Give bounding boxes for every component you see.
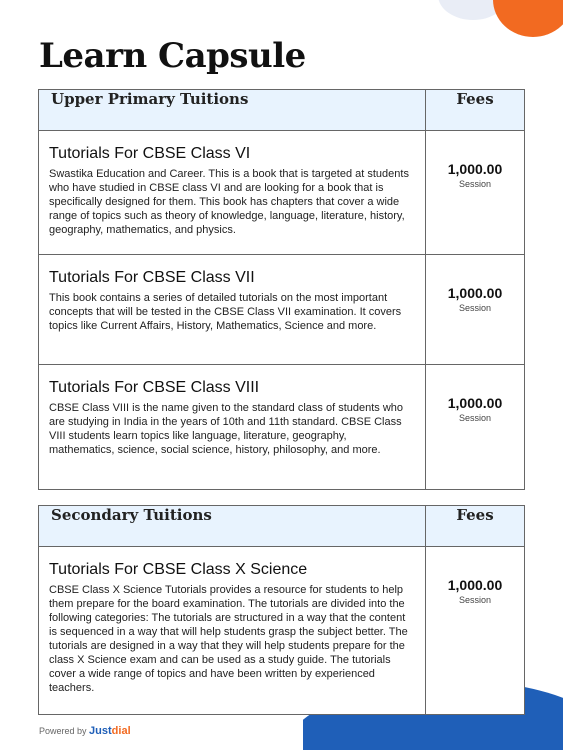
course-description: CBSE Class X Science Tutorials provides a resource for students to help them prepare for the board examination. The tutorials are divided into the following categories: The tutorials are structured in a way that the content is sequenced in a way that will help students grasp the subject better. The tutorials are designed in a way that they will help students prepare for the class X Science exam and can be used as a study guide. The tutorials cover a wide range of topics and have been written by experienced teachers. [49, 584, 408, 694]
table-row [39, 365, 525, 490]
powered-by-label: Powered by [39, 726, 87, 736]
fee-unit: Session [458, 413, 492, 423]
fee-amount: 1,000.00 [447, 161, 503, 177]
section-heading: Upper Primary Tuitions [39, 90, 426, 131]
fee-unit: Session [458, 303, 492, 313]
course-title: Tutorials For CBSE Class X Science [49, 561, 308, 578]
course-cell [39, 131, 426, 255]
upper-primary-table [38, 89, 525, 490]
justdial-logo: Justdial [89, 725, 131, 737]
fee-cell [426, 365, 525, 490]
course-description: This book contains a series of detailed tutorials on the most important concepts that will be tested in the CBSE Class VII examination. It covers topics like Current Affairs, History, Mathematics, Science and more. [49, 292, 402, 332]
fee-cell [426, 547, 525, 715]
fee-amount: 1,000.00 [447, 395, 503, 411]
fee-cell [426, 131, 525, 255]
course-description: Swastika Education and Career. This is a book that is targeted at students who have studied in CBSE class VI and are looking for a book that is specifically designed for them. This book has chapters that cover a wide range of topics such as theory of knowledge, language, literature, history, geography, mathematics, and physics. [49, 168, 409, 236]
page-title: Learn Capsule [39, 36, 306, 76]
fee-amount: 1,000.00 [447, 285, 503, 301]
top-corner-decoration [323, 0, 563, 70]
table-row [39, 255, 525, 365]
course-cell [39, 365, 426, 490]
secondary-table [38, 505, 525, 715]
section-heading: Secondary Tuitions [39, 506, 426, 547]
powered-by [39, 725, 131, 737]
course-title: Tutorials For CBSE Class VIII [49, 379, 260, 396]
fee-unit: Session [458, 179, 492, 189]
course-title: Tutorials For CBSE Class VII [49, 269, 255, 286]
table-row [39, 131, 525, 255]
fee-unit: Session [458, 595, 492, 605]
fees-heading: Fees [426, 90, 525, 131]
course-description: CBSE Class VIII is the name given to the standard class of students who are studying in India in the years of 10th and 11th standard. CBSE Class VIII students learn topics like language, literature, geography, mathematics, science, social science, history, philosophy, and more. [49, 402, 404, 456]
fees-heading: Fees [426, 506, 525, 547]
fee-amount: 1,000.00 [447, 577, 503, 593]
table-row [39, 547, 525, 715]
fee-cell [426, 255, 525, 365]
course-title: Tutorials For CBSE Class VI [49, 145, 251, 162]
table-header-row [39, 90, 525, 131]
table-header-row [39, 506, 525, 547]
course-cell [39, 255, 426, 365]
course-cell [39, 547, 426, 715]
